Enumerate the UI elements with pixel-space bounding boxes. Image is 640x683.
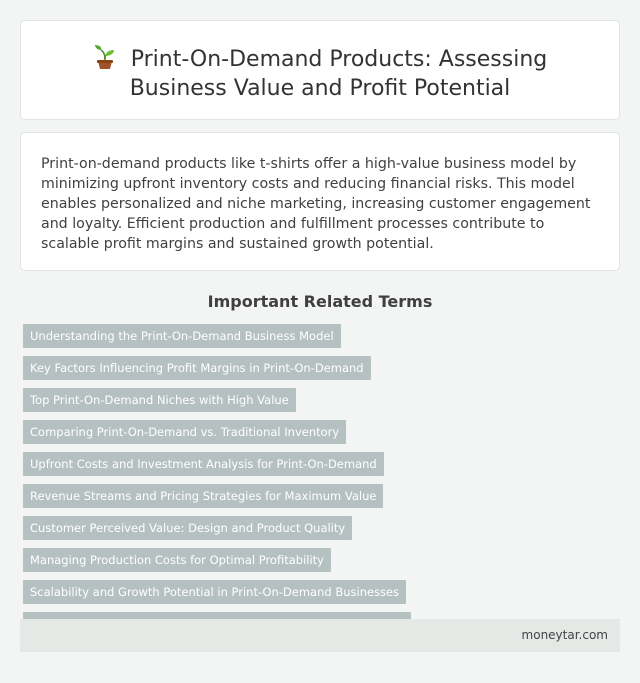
term-tag[interactable]: Understanding the Print-On-Demand Business Model <box>23 324 341 348</box>
related-terms-heading: Important Related Terms <box>207 292 433 311</box>
term-tag[interactable]: Upfront Costs and Investment Analysis for Print-On-Demand <box>23 452 384 476</box>
sprout-icon <box>93 44 117 70</box>
term-tag[interactable]: Comparing Print-On-Demand vs. Traditional Inventory <box>23 420 346 444</box>
page-title-text: Print-On-Demand Products: Assessing Business Value and Profit Potential <box>129 47 548 101</box>
term-tag[interactable]: Managing Production Costs for Optimal Profitability <box>23 548 331 572</box>
footer <box>20 619 620 652</box>
term-tag[interactable]: Scalability and Growth Potential in Print-On-Demand Businesses <box>23 580 406 604</box>
term-tag[interactable]: Key Factors Influencing Profit Margins in Print-On-Demand <box>23 356 371 380</box>
term-tag[interactable]: Revenue Streams and Pricing Strategies for Maximum Value <box>23 484 383 508</box>
term-tag[interactable]: Customer Perceived Value: Design and Product Quality <box>23 516 352 540</box>
term-tag[interactable]: Top Print-On-Demand Niches with High Value <box>23 388 296 412</box>
title-card <box>20 20 620 120</box>
page-title <box>41 44 599 103</box>
intro-paragraph: Print-on-demand products like t-shirts offer a high-value business model by minimizing upfront inventory costs and reducing financial risks. This model enables personalized and niche marketing, increasing customer engagement and loyalty. Efficient production and fulfillment processes contribute to scalable profit margins and sustained growth potential. <box>41 156 591 252</box>
related-terms-list <box>20 324 620 644</box>
intro-card <box>20 132 620 271</box>
footer-site-link[interactable]: moneytar.com <box>521 628 608 642</box>
